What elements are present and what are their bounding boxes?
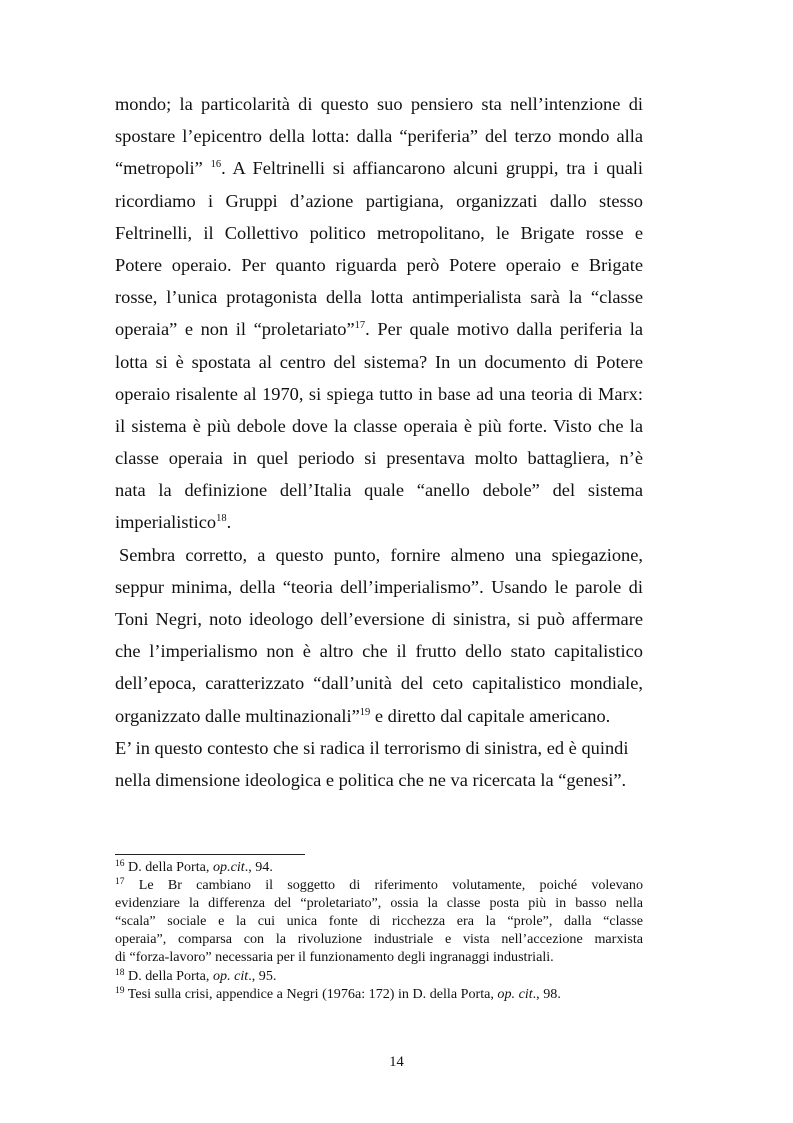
body-text-segment: . [226,512,232,533]
footnote-mark: 19 [115,985,125,996]
footnote-text: D. della Porta, [124,967,213,984]
footnote-citation: op. cit [212,967,249,984]
body-text-segment: . A Feltrinelli si affiancarono alcuni gruppi, tra i quali [221,158,643,179]
footnote-text: ., 94. [244,859,273,875]
body-line [115,506,643,538]
body-text-segment: . Per quale motivo dalla periferia la [365,319,643,340]
footnote-reference[interactable]: 17 [354,320,366,332]
body-text-segment: imperialistico [115,512,217,533]
body-line: Potere operaio. Per quanto riguarda però Potere operaio e Brigate [115,254,643,275]
footnote-19 [115,985,643,1003]
footnote-16 [115,858,643,876]
body-line: nella dimensione ideologica e politica che ne va ricercata la “genesi”. [115,769,627,790]
footnote-text: Le Br cambiano il soggetto di riferimento volutamente, poiché volevano [124,877,643,894]
footnote-text: ., 95. [248,967,277,984]
body-line: spostare l’epicentro della lotta: dalla “periferia” del terzo mondo alla [115,126,643,147]
footnote-18 [115,967,643,985]
footnote-separator [115,854,305,855]
footnote-reference[interactable]: 19 [359,706,371,718]
footnote-citation: op.cit [212,859,245,875]
footnote-reference[interactable]: 16 [210,159,222,171]
body-line: Toni Negri, noto ideologo dell’eversione di sinistra, si può affermare [115,609,643,629]
body-line: dell’epoca, caratterizzato “dall’unità del ceto capitalistico mondiale, [115,673,643,694]
footnote-17-line: di “forza-lavoro” necessaria per il funzionamento degli ingranaggi industriali. [115,949,554,966]
body-line [115,313,643,345]
footnote-17-line: “scala” sociale e la cui unica fonte di ricchezza era la “prole”, dalla “classe [115,913,643,930]
body-line: operaio risalente al 1970, si spiega tutto in base ad una teoria di Marx: [115,383,643,404]
footnote-mark: 18 [115,967,125,978]
body-line: lotta si è spostata al centro del sistema? In un documento di Potere [115,351,643,372]
footnote-citation: op. cit [497,985,533,1002]
body-line [115,700,643,732]
body-line: che l’imperialismo non è altro che il frutto dello stato capitalistico [115,641,643,662]
body-line: classe operaia in quel periodo si presentava molto battagliera, n’è [115,448,643,469]
footnote-text: D. della Porta, [124,859,213,875]
footnote-17-line: operaia”, comparsa con la rivoluzione industriale e vista nell’accezione marxista [115,931,643,948]
body-line: E’ in questo contesto che si radica il terrorismo di sinistra, ed è quindi [115,737,629,758]
body-line: Feltrinelli, il Collettivo politico metropolitano, le Brigate rosse e [115,222,643,243]
body-text-segment: operaia” e non il “proletariato” [115,319,355,340]
body-text-segment: organizzato dalle multinazionali” [115,705,360,726]
footnote-17 [115,876,643,894]
body-line: rosse, l’unica protagonista della lotta antimperialista sarà la “classe [115,287,643,308]
body-line: seppur minima, della “teoria dell’imperialismo”. Usando le parole di [115,576,643,597]
footnote-reference[interactable]: 18 [216,513,227,525]
footnote-17-line: evidenziare la differenza del “proletariato”, ossia la classe posta più in basso nella [115,895,643,912]
footnotes [115,858,643,1003]
body-text [115,88,643,796]
footnote-mark: 16 [115,859,125,869]
footnote-text: Tesi sulla crisi, appendice a Negri (1976a: 172) in D. della Porta, [124,985,498,1002]
body-line: il sistema è più debole dove la classe operaia è più forte. Visto che la [115,415,643,436]
body-text-segment: “metropoli” [115,158,203,179]
body-line: mondo; la particolarità di questo suo pensiero sta nell’intenzione di [115,94,643,114]
footnote-text: ., 98. [532,985,561,1002]
footnote-mark: 17 [115,877,125,888]
body-line: ricordiamo i Gruppi d’azione partigiana, organizzati dallo stesso [115,190,643,211]
body-line: Sembra corretto, a questo punto, fornire almeno una spiegazione, [119,544,643,565]
page-number: 14 [389,1054,404,1070]
body-line: nata la definizione dell’Italia quale “anello debole” del sistema [115,480,643,501]
body-line [115,152,643,184]
body-text-segment: e diretto dal capitale americano. [370,705,611,726]
